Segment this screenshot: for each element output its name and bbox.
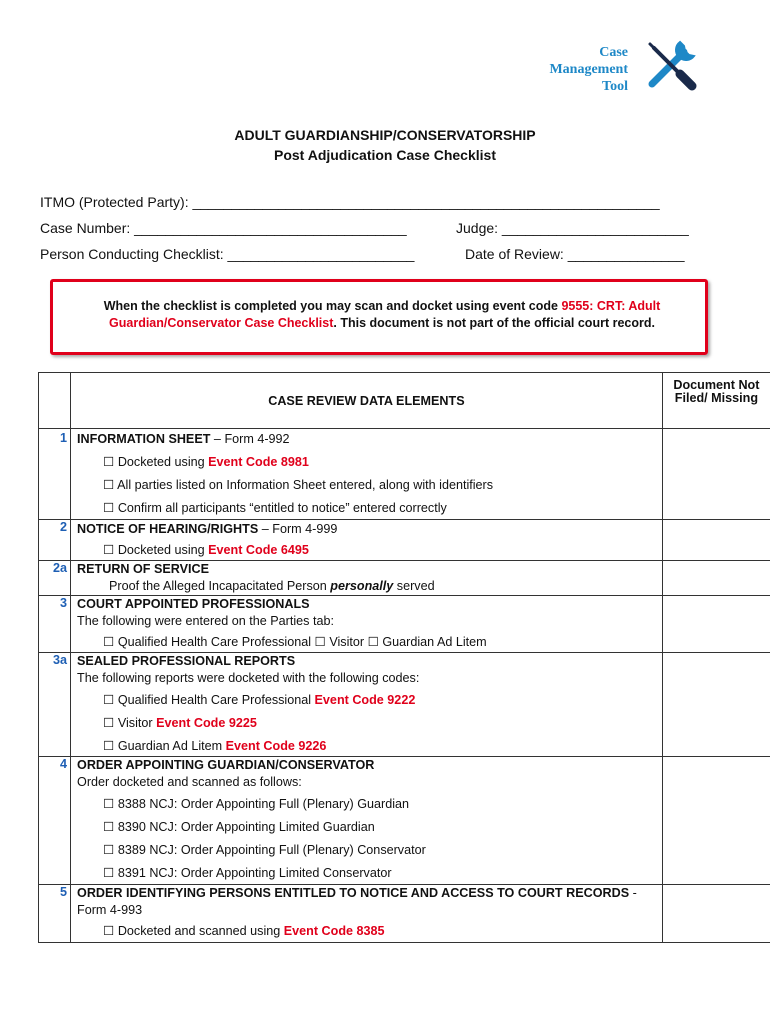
document-missing-cell[interactable] [662,757,770,885]
section-number: 2a [39,561,71,596]
table-row [39,429,770,520]
section-form: – Form 4-992 [210,432,290,446]
document-missing-cell[interactable] [662,596,770,653]
checkbox-item[interactable]: ☐ Visitor [103,716,157,730]
itmo-field[interactable]: ITMO (Protected Party): ____________________________________________________________ [40,194,660,210]
document-missing-cell[interactable] [662,561,770,596]
section-subtitle: The following reports were docketed with the following codes: [77,671,420,685]
service-text-end: served [393,579,435,593]
notice-event-code: 9555: CRT: Adult Guardian/Conservator Case Checklist [109,299,661,330]
table-row [39,520,770,561]
section-3-content [71,596,663,653]
section-form: - Form 4-993 [77,886,637,917]
checkbox-item[interactable]: ☐ 8390 NCJ: Order Appointing Limited Guardian [103,820,375,834]
section-subtitle: The following were entered on the Parties tab: [77,614,334,628]
table-row [39,596,770,653]
checkbox-item[interactable]: ☐ Docketed using [103,455,209,469]
header-num-cell [39,373,71,429]
document-missing-cell[interactable] [662,429,770,520]
checkbox-item[interactable]: ☐ 8389 NCJ: Order Appointing Full (Plenary) Conservator [103,843,426,857]
case-number-field[interactable]: Case Number: ___________________________________ [40,220,407,236]
checkbox-item[interactable]: ☐ Guardian Ad Litem [103,739,226,753]
table-row [39,757,770,885]
section-number: 5 [39,885,71,943]
section-title: ORDER APPOINTING GUARDIAN/CONSERVATOR [77,758,375,772]
header-elements: CASE REVIEW DATA ELEMENTS [71,373,663,429]
section-3a-content [71,653,663,757]
section-title: INFORMATION SHEET [77,432,211,446]
section-2a-content [71,561,663,596]
section-title: RETURN OF SERVICE [77,562,210,576]
section-1-content [71,429,663,520]
document-title: ADULT GUARDIANSHIP/CONSERVATORSHIP [234,127,536,143]
table-row [39,885,770,943]
section-number: 3a [39,653,71,757]
checkbox-item[interactable]: ☐ 8391 NCJ: Order Appointing Limited Conservator [103,866,392,880]
person-conducting-field[interactable]: Person Conducting Checklist: ________________________ [40,246,415,262]
event-code: Event Code 9225 [156,716,257,730]
notice-text [71,298,693,332]
event-code: Event Code 8981 [208,455,309,469]
section-number: 4 [39,757,71,885]
section-title: ORDER IDENTIFYING PERSONS ENTITLED TO NOTICE AND ACCESS TO COURT RECORDS [77,886,630,900]
checkbox-item[interactable]: ☐ All parties listed on Information Sheet entered, along with identifiers [103,478,494,492]
event-code: Event Code 9226 [225,739,327,753]
judge-field[interactable]: Judge: ________________________ [456,220,689,236]
event-code: Event Code 8385 [283,924,385,938]
service-text: Proof the Alleged Incapacitated Person [109,579,331,593]
checkbox-item[interactable]: ☐ Confirm all participants “entitled to notice” entered correctly [103,501,447,515]
checkbox-item[interactable]: ☐ Qualified Health Care Professional [103,693,315,707]
checkbox-item[interactable]: ☐ Docketed and scanned using [103,924,284,938]
section-number: 3 [39,596,71,653]
event-code: Event Code 9222 [314,693,416,707]
section-4-content [71,757,663,885]
section-5-content [71,885,663,943]
document-missing-cell[interactable] [662,653,770,757]
logo-text [549,44,628,95]
logo-line-2: Management [549,62,628,77]
logo-line-3: Tool [602,79,628,94]
header-document-missing: Document Not Filed/ Missing [662,373,770,429]
section-number: 1 [39,429,71,520]
checkbox-item[interactable]: ☐ Qualified Health Care Professional ☐ Visitor ☐ Guardian Ad Litem [103,635,487,649]
document-missing-cell[interactable] [662,885,770,943]
service-emphasis: personally [330,579,394,593]
document-missing-cell[interactable] [662,520,770,561]
section-subtitle: Order docketed and scanned as follows: [77,775,302,789]
logo-line-1: Case [599,45,628,60]
table-row [39,653,770,757]
checkbox-item[interactable]: ☐ 8388 NCJ: Order Appointing Full (Plenary) Guardian [103,797,410,811]
section-form: – Form 4-999 [258,522,338,536]
section-2-content [71,520,663,561]
date-of-review-field[interactable]: Date of Review: _______________ [465,246,685,262]
notice-box [50,279,708,355]
section-title: COURT APPOINTED PROFESSIONALS [77,597,310,611]
checkbox-item[interactable]: ☐ Docketed using [103,543,209,557]
event-code: Event Code 6495 [208,543,309,557]
section-title: SEALED PROFESSIONAL REPORTS [77,654,296,668]
notice-part-2: . This document is not part of the official court record. [333,316,655,330]
table-row [39,561,770,596]
table-header-row [39,373,770,429]
section-title: NOTICE OF HEARING/RIGHTS [77,522,259,536]
section-number: 2 [39,520,71,561]
notice-part-1: When the checklist is completed you may scan and docket using event code [103,299,562,313]
document-subtitle: Post Adjudication Case Checklist [274,147,496,163]
checklist-table [38,372,770,943]
wrench-screwdriver-icon [640,34,702,96]
